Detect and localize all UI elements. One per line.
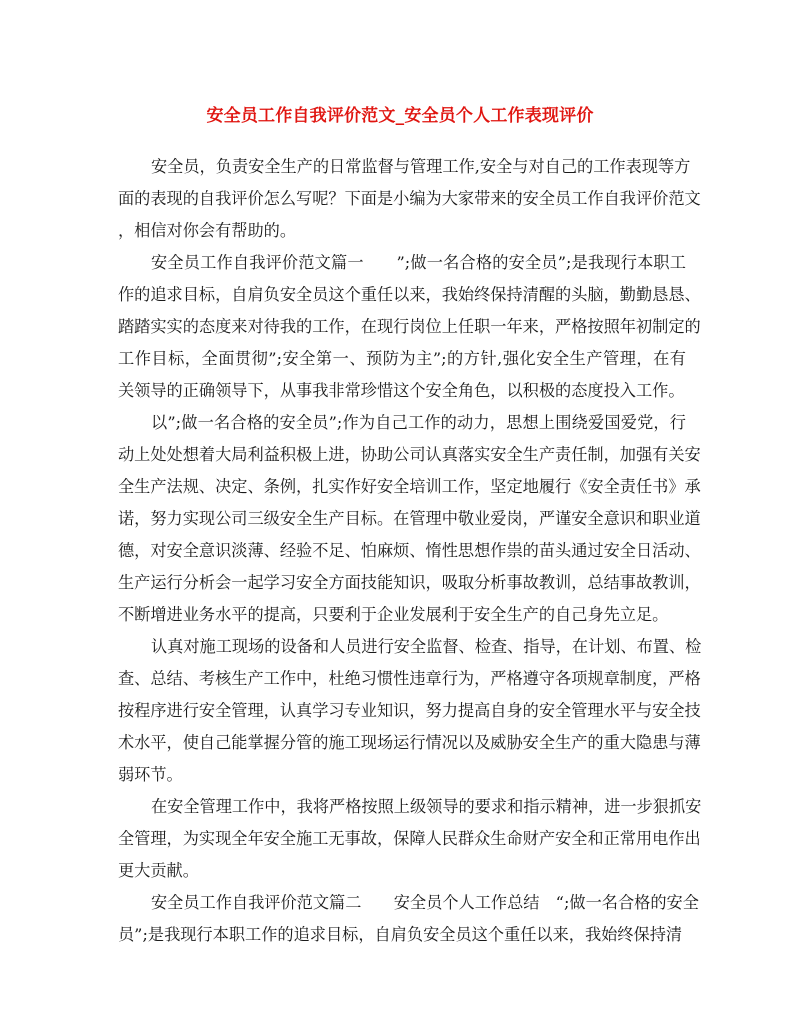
paragraph-line: 踏踏实实的态度来对待我的工作，在现行岗位上任职一年来，严格按照年初制定的	[118, 317, 701, 336]
paragraph-line: 认真对施工现场的设备和人员进行安全监督、检查、指导，在计划、布置、检	[151, 637, 702, 656]
paragraph-line: 弱环节。	[118, 765, 183, 784]
paragraph-line: 以”;做一名合格的安全员”;作为自己工作的动力，思想上围绕爱国爱党，行	[151, 413, 686, 432]
document-title: 安全员工作自我评价范文_安全员个人工作表现评价	[206, 106, 594, 126]
paragraph-line: 安全员，负责安全生产的日常监督与管理工作,安全与对自己的工作表现等方	[151, 157, 691, 176]
paragraph-line: 工作目标，全面贯彻”;安全第一、预防为主”;的方针,强化安全生产管理，在有	[118, 349, 686, 368]
paragraph-line: 全管理，为实现全年安全施工无事故，保障人民群众生命财产安全和正常用电作出	[118, 829, 701, 848]
paragraph-line: 员”;是我现行本职工作的追求目标，自肩负安全员这个重任以来，我始终保持清	[118, 925, 683, 944]
paragraph-line: 面的表现的自我评价怎么写呢？下面是小编为大家带来的安全员工作自我评价范文	[118, 189, 701, 208]
document-body	[118, 151, 702, 951]
paragraph	[118, 887, 699, 951]
paragraph	[118, 407, 701, 631]
paragraph-line: 关领导的正确领导下，从事我非常珍惜这个安全角色，以积极的态度投入工作。	[118, 381, 685, 400]
paragraph-line: 在安全管理工作中，我将严格按照上级领导的要求和指示精神，进一步狠抓安	[151, 797, 702, 816]
paragraph-line: 按程序进行安全管理，认真学习专业知识，努力提高自身的安全管理水平与安全技	[118, 701, 701, 720]
paragraph-line: 安全员工作自我评价范文篇一 ”;做一名合格的安全员”;是我现行本职工	[151, 253, 686, 272]
paragraph-line: 作的追求目标，自肩负安全员这个重任以来，我始终保持清醒的头脑，勤勤恳恳、	[118, 285, 701, 304]
paragraph-line: 不断增进业务水平的提高，只要利于企业发展利于安全生产的自己身先立足。	[118, 605, 669, 624]
paragraph	[118, 631, 702, 791]
paragraph-line: 术水平，使自己能掌握分管的施工现场运行情况以及威胁安全生产的重大隐患与薄	[118, 733, 701, 752]
paragraph-line: 安全员工作自我评价范文篇二 安全员个人工作总结 “;做一名合格的安全	[151, 893, 699, 912]
paragraph	[118, 791, 702, 887]
paragraph-line: 查、总结、考核生产工作中，杜绝习惯性违章行为，严格遵守各项规章制度，严格	[118, 669, 701, 688]
paragraph	[118, 151, 701, 247]
paragraph-line: 德，对安全意识淡薄、经验不足、怕麻烦、惰性思想作祟的苗头通过安全日活动、	[118, 541, 701, 560]
paragraph-line: 诺，努力实现公司三级安全生产目标。在管理中敬业爱岗，严谨安全意识和职业道	[118, 509, 701, 528]
paragraph-line: ，相信对你会有帮助的。	[118, 221, 297, 240]
paragraph-line: 全生产法规、决定、条例，扎实作好安全培训工作，坚定地履行《安全责任书》承	[118, 477, 701, 496]
paragraph	[118, 247, 701, 407]
paragraph-line: 更大贡献。	[118, 861, 199, 880]
paragraph-line: 生产运行分析会一起学习安全方面技能知识，吸取分析事故教训，总结事故教训，	[118, 573, 701, 592]
paragraph-line: 动上处处想着大局利益积极上进，协助公司认真落实安全生产责任制，加强有关安	[118, 445, 701, 464]
